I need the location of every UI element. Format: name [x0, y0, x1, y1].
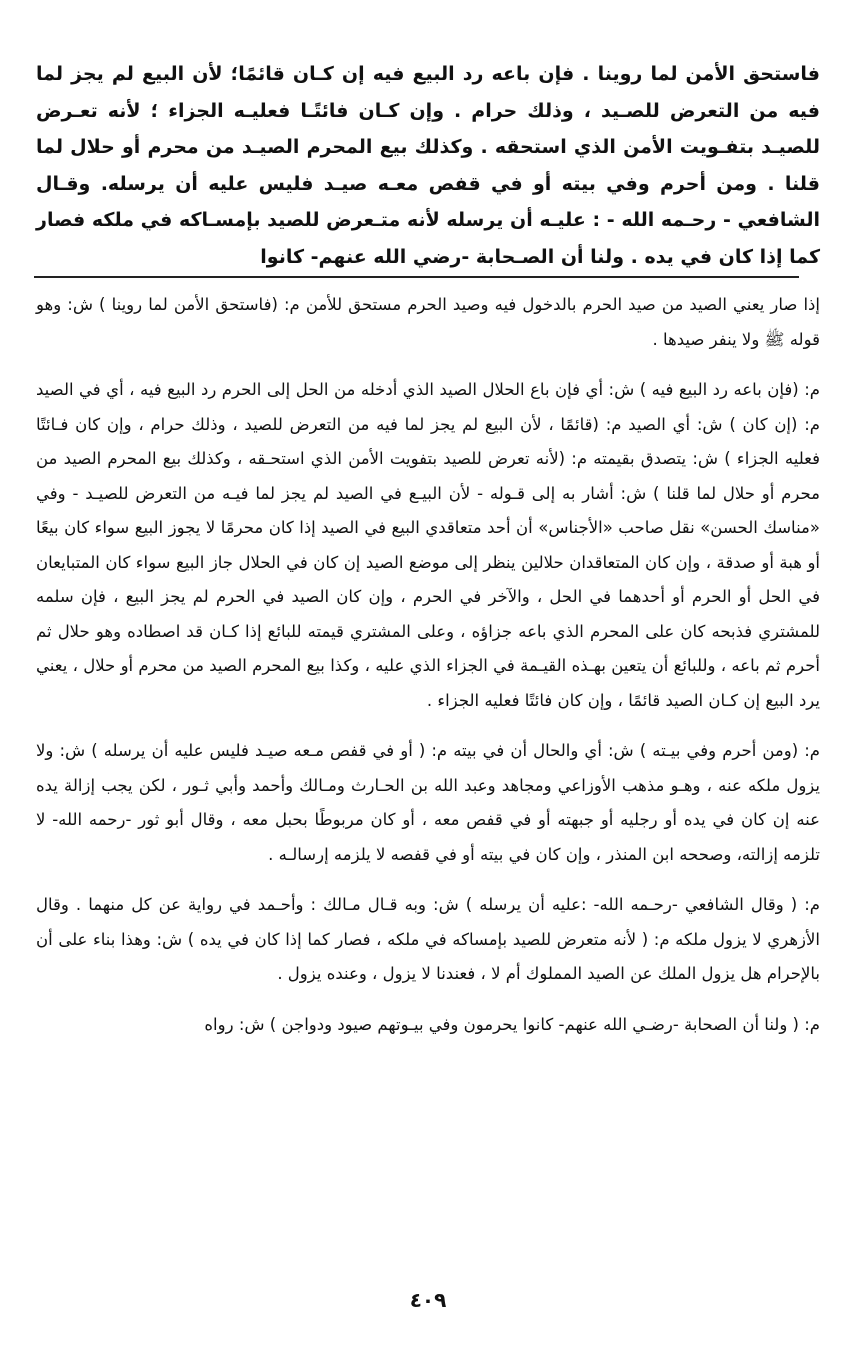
main-text: فاستحق الأمن لما روينا . فإن باعه رد البيع فيه إن كـان قائمًا؛ لأن البيع لم يجز لما فيه من التعرض للصـيد ، وذلك حرام . وإن كـان فائتًـا فعليـه الجزاء ؛ لأنه تعـرض للصيـد بتفـويت الأمن الذي استحقه . وكذلك بيع المحرم الصيـد من محرم أو حلال لما قلنا . ومن أحرم وفي بيته أو في قفص معـه صيـد فليس عليه أن يرسله. وقـال الشافعي - رحـمه الله - : عليـه أن يرسله لأنه متـعرض للصيد بإمسـاكه في ملكه فصار كما إذا كان في يده . ولنا أن الصـحابة -رضي الله عنهم- كانوا [36, 63, 820, 268]
commentary-paragraph: م: (فإن باعه رد البيع فيه ) ش: أي فإن باع الحلال الصيد الذي أدخله من الحل إلى الحرم رد البيع فيه ، أي في الصيد م: (إن كان ) ش: أي الصيد م: (قائمًا ، لأن البيع لم يجز لما فيه من التعرض للصيد ، وذلك حرام ، وإن كان فـائتًا فعليه الجزاء ) ش: يتصدق بقيمته م: (لأنه تعرض للصيد بتفويت الأمن الذي استحـقه ، وكذلك بيع المحرم الصيد من محرم أو حلال لما قلنا ) ش: أشار به إلى قـوله - لأن البيـع في الصيد لم يجز لما فيـه من التعرض للصيـد - وفي «مناسك الحسن» نقل صاحب «الأجناس» أن أحد متعاقدي البيع في الصيد إذا كان محرمًا لا يجوز البيع سواء كان بيعًا أو هبة أو صدقة ، وإن كان المتعاقدان حلالين ينظر إلى موضع الصيد إن كان في الحلال جاز البيع سواء كان المتبايعان في الحل أو الحرم أو أحدهما في الحل ، والآخر في الحرم ، وإن كان الصيد في الحرم لم يجز البيع ، فإن سلمه للمشتري فذبحه كان على المحرم الذي باعه جزاؤه ، وعلى المشتري قيمته للبائع إذا كـان قد اصطاده وهو حلال ثم أحرم ثم باعه ، وللبائع أن يتعين بهـذه القيـمة في الجزاء الذي عليه ، وكذا بيع المحرم الصيد من محرم أو حلال ، يعني يرد البيع إن كـان الصيد قائمًا ، وإن كان فائتًا فعليه الجزاء . [36, 380, 820, 710]
page-number: ٤٠٩ [409, 1288, 447, 1312]
commentary-paragraph: إذا صار يعني الصيد من صيد الحرم بالدخول فيه وصيد الحرم مستحق للأمن م: (فاستحق الأمن لما روينا ) ش: وهو قوله ﷺ ولا ينفر صيدها . [36, 295, 820, 349]
separator-line [34, 276, 799, 278]
commentary-paragraph: م: ( وقال الشافعي -رحـمه الله- :عليه أن يرسله ) ش: وبه قـال مـالك : وأحـمد في رواية عن كل منهما . وقال الأزهري لا يزول ملكه م: ( لأنه متعرض للصيد بإمساكه في ملكه ، فصار كما إذا كان في يده ) ش: وهذا بناء على أن بالإحرام هل يزول الملك عن الصيد المملوك أم لا ، فعندنا لا يزول ، وعنده يزول . [36, 895, 820, 983]
commentary-paragraph: م: ( ولنا أن الصحابة -رضـي الله عنهم- كانوا يحرمون وفي بيـوتهم صيود ودواجن ) ش: رواه [204, 1014, 820, 1034]
commentary-paragraph: م: (ومن أحرم وفي بيـته ) ش: أي والحال أن في بيته م: ( أو في قفص مـعه صيـد فليس عليه أن يرسله ) ش: ولا يزول ملكه عنه ، وهـو مذهب الأوزاعي ومجاهد وعبد الله بن الحـارث ومـالك وأحمد وأبي ثـور ، لكن يجب إزالة يده عنه إن كان في يده أو رجليه أو جبهته أو في قفص معه ، أو كان مربوطًا بحبل معه ، وقال أبو ثور -رحمه الله- لا تلزمه إزالته، وصححه ابن المنذر ، وإن كان في بيته أو في قفصه لا يلزمه إرسالـه . [36, 741, 820, 864]
commentary [36, 288, 820, 1042]
